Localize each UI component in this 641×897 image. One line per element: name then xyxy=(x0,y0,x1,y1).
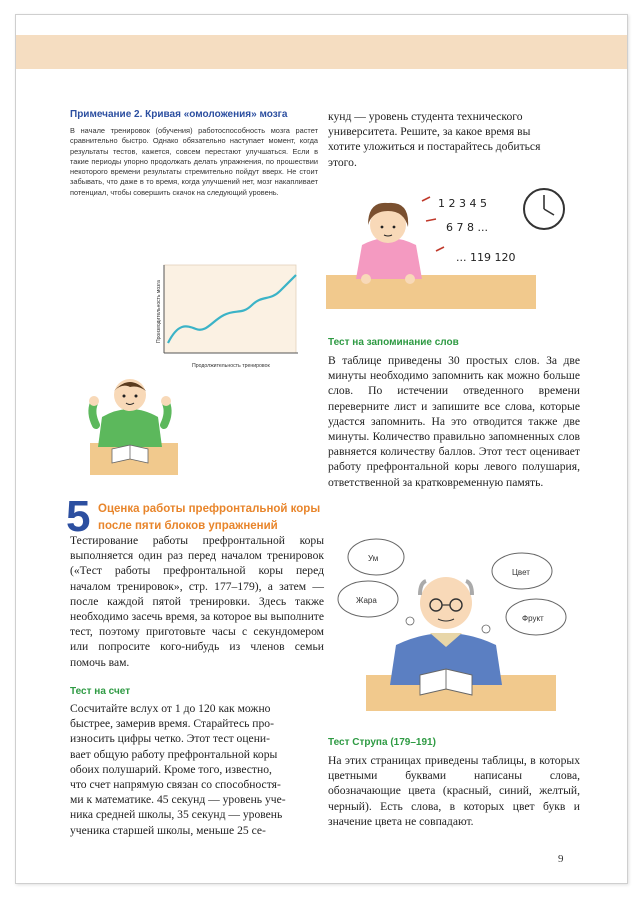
thought-bubble xyxy=(348,539,404,575)
note-title: Примечание 2. Кривая «омоложения» мозга xyxy=(70,109,288,120)
count-line: кунд — уровень студента технического xyxy=(328,110,523,123)
stroop-test-title: Тест Струпа (179–191) xyxy=(328,737,436,748)
clock-icon xyxy=(524,189,564,229)
numbers-row-3: ... 119 120 xyxy=(456,251,516,264)
bubble-word: Цвет xyxy=(512,568,530,577)
section-number: 5 xyxy=(66,492,91,541)
count-line: что счет напрямую связан со способностя- xyxy=(70,778,281,792)
count-line: обоих полушарий. Кроме того, известно, xyxy=(70,762,272,776)
boy-reading-illustration xyxy=(82,365,182,477)
man-thinking-illustration xyxy=(326,525,576,725)
count-line: вает общую работу префронтальной коры xyxy=(70,747,278,761)
word-test-text: В таблице приведены 30 простых слов. За две минуты необходимо запомнить как можно больше слов. По истечении отведенного времени переверните лист и запишите все слова, которые удастся запомнить. На это отводится также две минуты. Количество правильно запомненных слов равняется количеству баллов. Этот тест оценивает работу префронтальной коры левого полушария, ответственной за кратковременную память. xyxy=(328,354,580,489)
count-test-title: Тест на счет xyxy=(70,686,131,697)
bubble-word: Жара xyxy=(356,596,377,605)
count-line: быстрее, замерив время. Старайтесь про- xyxy=(70,717,274,731)
thought-bubble xyxy=(506,599,566,635)
count-line: ученика старшей школы, меньше 25 се- xyxy=(70,823,266,837)
page-number: 9 xyxy=(558,853,564,865)
note-text: В начале тренировок (обучения) работоспособность мозга растет сравнительно быстро. Однако обязательно наступает момент, когда результаты тестов, кажется, совсем перестают улучшаться. Если в такие периоды упорно продолжать делать упражнения, по прошествии некоторого времени результаты стремительно пойдут вверх. Не стоит забывать, что даже в то время, когда улучшений нет, мозг накапливает потенциал, чтобы совершить скачок на следующий уровень. xyxy=(70,126,318,197)
count-line: университета. Решите, за какое время вы xyxy=(328,125,531,139)
count-line: этого. xyxy=(328,155,357,169)
thought-bubble xyxy=(338,581,398,617)
section-intro: Тестирование работы префронтальной коры выполняется один раз перед началом тренировок («Тест работы префронтальной коры перед началом тренировок», стр. 177–179), а затем — после каждой пятой тренировки. Здесь также необходимо засечь время, за которое вы выполните тест, поэтому приготовьте часы с секундомером или попросите кого-нибудь из членов семьи помочь вам. xyxy=(70,534,324,669)
count-line: хотите уложиться и постарайтесь добиться xyxy=(328,140,541,154)
count-test-text-left xyxy=(70,701,326,838)
header-band xyxy=(16,35,627,69)
word-test-title: Тест на запоминание слов xyxy=(328,337,459,348)
graph-ylabel: Производительность мозга xyxy=(156,280,162,343)
graph-xlabel: Продолжительность тренировок xyxy=(192,363,270,369)
count-line: износить цифры четко. Этот тест оцени- xyxy=(70,732,270,746)
numbers-row-2: 6 7 8 ... xyxy=(446,221,488,234)
numbers-row-1: 1 2 3 4 5 xyxy=(438,197,487,210)
bubble-word: Фрукт xyxy=(522,614,544,623)
section-title: Оценка работы префронтальной коры после пяти блоков упражнений xyxy=(98,503,321,532)
count-line: ми к математике. 45 секунд — уровень уче- xyxy=(70,793,286,807)
count-test-text-right xyxy=(328,109,578,170)
book-page xyxy=(15,14,628,884)
brain-curve-graph xyxy=(152,263,312,381)
bubble-word: Ум xyxy=(368,554,379,563)
woman-counting-illustration xyxy=(326,175,576,315)
count-line: ника средней школы, 35 секунд — уровень xyxy=(70,808,283,822)
thought-bubble xyxy=(492,553,552,589)
stroop-test-text: На этих страницах приведены таблицы, в которых цветными буквами написаны слова, обозначающие цвета (красный, синий, желтый, черный). Есть слова, в которых цвет букв и значение цвета не совпадают. xyxy=(328,754,580,828)
count-line: Сосчитайте вслух от 1 до 120 как можно xyxy=(70,702,271,715)
